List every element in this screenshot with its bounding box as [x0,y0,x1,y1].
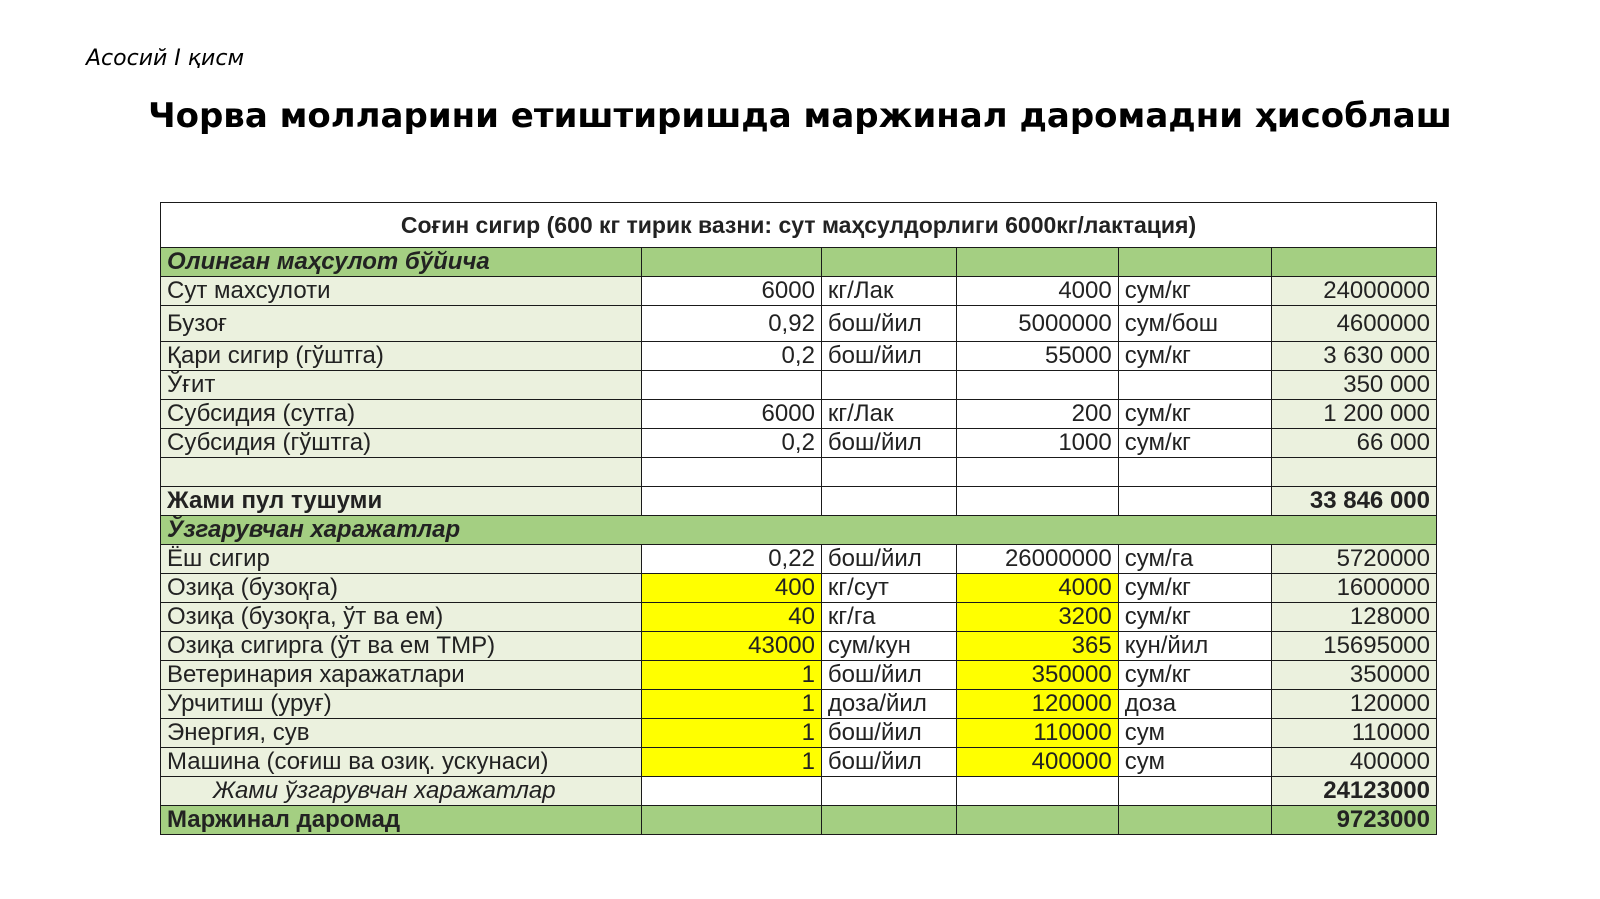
price-cell: 400000 [956,748,1118,777]
quantity-cell: 6000 [642,400,822,429]
quantity-unit-cell: бош/йил [821,342,956,371]
table-row [161,719,1437,748]
price-unit-cell: сум/кг [1118,661,1271,690]
table-row [161,661,1437,690]
row-label: Урчитиш (уруғ) [161,690,642,719]
quantity-cell: 0,22 [642,545,822,574]
empty-cell [1118,487,1271,516]
quantity-unit-cell: кг/сут [821,574,956,603]
row-label: Озиқа (бузоқга) [161,574,642,603]
table-row [161,458,1437,487]
result-cell [1271,458,1436,487]
price-unit-cell: сум/кг [1118,400,1271,429]
row-label [161,458,642,487]
quantity-unit-cell: доза/йил [821,690,956,719]
quantity-cell: 40 [642,603,822,632]
table-row [161,603,1437,632]
section-cell [642,248,822,277]
result-cell: 24000000 [1271,277,1436,306]
price-cell [956,371,1118,400]
table-row [161,748,1437,777]
table-row [161,371,1437,400]
margin-cell [821,806,956,835]
quantity-unit-cell: бош/йил [821,661,956,690]
table-row [161,306,1437,342]
row-label: Ёш сигир [161,545,642,574]
table-row [161,632,1437,661]
empty-cell [956,777,1118,806]
quantity-unit-cell [821,371,956,400]
margin-cell [642,806,822,835]
margin-row [161,806,1437,835]
row-label: Қари сигир (гўштга) [161,342,642,371]
margin-cell [1118,806,1271,835]
quantity-cell: 1 [642,661,822,690]
quantity-unit-cell: бош/йил [821,306,956,342]
income-total-value: 33 846 000 [1271,487,1436,516]
empty-cell [642,777,822,806]
quantity-cell [642,371,822,400]
price-cell: 365 [956,632,1118,661]
quantity-unit-cell: бош/йил [821,429,956,458]
price-unit-cell [1118,371,1271,400]
cost-total-value: 24123000 [1271,777,1436,806]
price-cell: 4000 [956,574,1118,603]
quantity-cell: 0,2 [642,429,822,458]
table-row [161,545,1437,574]
quantity-cell: 0,92 [642,306,822,342]
section-cell [956,248,1118,277]
income-rows [161,277,1437,487]
price-unit-cell: сум [1118,748,1271,777]
quantity-cell: 400 [642,574,822,603]
margin-cell [956,806,1118,835]
result-cell: 66 000 [1271,429,1436,458]
result-cell: 3 630 000 [1271,342,1436,371]
price-cell: 3200 [956,603,1118,632]
price-unit-cell: сум/кг [1118,277,1271,306]
income-section-row [161,248,1437,277]
result-cell: 4600000 [1271,306,1436,342]
row-label: Ўғит [161,371,642,400]
income-total-label: Жами пул тушуми [161,487,642,516]
row-label: Ветеринария харажатлари [161,661,642,690]
quantity-unit-cell [821,458,956,487]
price-unit-cell [1118,458,1271,487]
table-row [161,342,1437,371]
empty-cell [1118,777,1271,806]
margin-label: Маржинал даромад [161,806,642,835]
row-label: Озиқа (бузоқга, ўт ва ем) [161,603,642,632]
margin-value: 9723000 [1271,806,1436,835]
result-cell: 120000 [1271,690,1436,719]
result-cell: 5720000 [1271,545,1436,574]
price-unit-cell: сум/кг [1118,574,1271,603]
row-label: Сут махсулоти [161,277,642,306]
quantity-cell: 1 [642,690,822,719]
price-unit-cell: сум [1118,719,1271,748]
price-cell: 1000 [956,429,1118,458]
cost-section-row [161,516,1437,545]
income-section-label: Олинган маҳсулот бўйича [161,248,642,277]
table-row [161,574,1437,603]
result-cell: 1600000 [1271,574,1436,603]
result-cell: 1 200 000 [1271,400,1436,429]
row-label: Озиқа сигирга (ўт ва ем ТМР) [161,632,642,661]
empty-cell [821,487,956,516]
section-cell [1271,248,1436,277]
price-unit-cell: доза [1118,690,1271,719]
table-row [161,400,1437,429]
quantity-cell: 1 [642,748,822,777]
margin-calculation-table [160,202,1437,835]
price-cell: 5000000 [956,306,1118,342]
quantity-unit-cell: кг/га [821,603,956,632]
cost-total-row [161,777,1437,806]
cost-section-label: Ўзгарувчан харажатлар [161,516,1437,545]
quantity-unit-cell: бош/йил [821,719,956,748]
result-cell: 128000 [1271,603,1436,632]
table-row [161,277,1437,306]
result-cell: 400000 [1271,748,1436,777]
cost-total-label: Жами ўзгарувчан харажатлар [161,777,642,806]
section-cell [821,248,956,277]
quantity-cell: 6000 [642,277,822,306]
price-cell: 26000000 [956,545,1118,574]
cost-rows [161,545,1437,777]
empty-cell [642,487,822,516]
table-row [161,429,1437,458]
price-cell: 350000 [956,661,1118,690]
price-cell: 55000 [956,342,1118,371]
price-unit-cell: сум/бош [1118,306,1271,342]
result-cell: 350000 [1271,661,1436,690]
quantity-unit-cell: кг/Лак [821,277,956,306]
slide-title: Чорва молларини етиштиришда маржинал даромадни ҳисоблаш [148,96,1452,136]
price-unit-cell: сум/кг [1118,603,1271,632]
empty-cell [821,777,956,806]
income-total-row [161,487,1437,516]
quantity-cell: 43000 [642,632,822,661]
table-header: Соғин сигир (600 кг тирик вазни: сут маҳсулдорлиги 6000кг/лактация) [161,203,1437,248]
row-label: Машина (соғиш ва озиқ. ускунаси) [161,748,642,777]
section-cell [1118,248,1271,277]
result-cell: 110000 [1271,719,1436,748]
price-unit-cell: кун/йил [1118,632,1271,661]
price-unit-cell: сум/кг [1118,342,1271,371]
quantity-cell: 0,2 [642,342,822,371]
table-row [161,690,1437,719]
price-cell: 4000 [956,277,1118,306]
price-cell: 200 [956,400,1118,429]
row-label: Энергия, сув [161,719,642,748]
quantity-unit-cell: кг/Лак [821,400,956,429]
row-label: Субсидия (сутга) [161,400,642,429]
section-label: Асосий I қисм [86,46,245,71]
price-unit-cell: сум/га [1118,545,1271,574]
result-cell: 350 000 [1271,371,1436,400]
row-label: Бузоғ [161,306,642,342]
empty-cell [956,487,1118,516]
price-cell [956,458,1118,487]
quantity-unit-cell: бош/йил [821,545,956,574]
quantity-unit-cell: бош/йил [821,748,956,777]
result-cell: 15695000 [1271,632,1436,661]
row-label: Субсидия (гўштга) [161,429,642,458]
price-unit-cell: сум/кг [1118,429,1271,458]
price-cell: 110000 [956,719,1118,748]
price-cell: 120000 [956,690,1118,719]
quantity-cell: 1 [642,719,822,748]
quantity-cell [642,458,822,487]
quantity-unit-cell: сум/кун [821,632,956,661]
